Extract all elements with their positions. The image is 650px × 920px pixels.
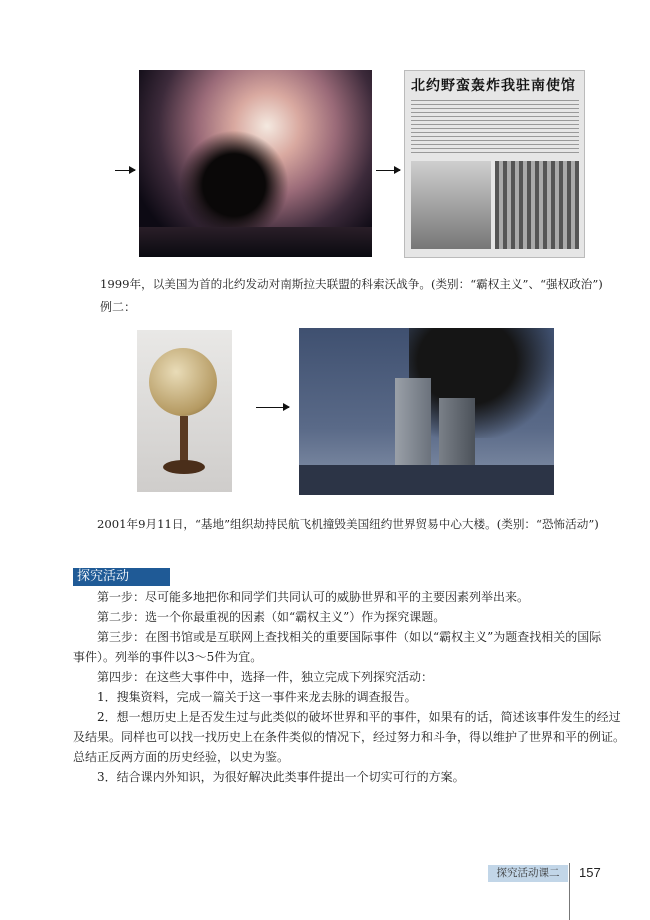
step-paragraph: 第三步：在图书馆或是互联网上查找相关的重要国际事件（如以“霸权主义”为题查找相关的国际 [97, 630, 602, 644]
arrow-icon [256, 407, 289, 408]
caption-911: 2001年9月11日，“基地”组织劫持民航飞机撞毁美国纽约世界贸易中心大楼。(类别：“恐怖活动”) [97, 517, 599, 531]
page-number: 157 [579, 865, 601, 880]
footer-divider [569, 863, 570, 920]
caption-kosovo: 1999年，以美国为首的北约发动对南斯拉夫联盟的科索沃战争。(类别：“霸权主义”、“强权政治”) [100, 277, 603, 291]
step-paragraph: 3．结合课内外知识，为很好解决此类事件提出一个切实可行的方案。 [97, 770, 465, 784]
newspaper-clipping-image [404, 70, 585, 258]
step-paragraph: 第二步：选一个你最重视的因素（如“霸权主义”）作为探究课题。 [97, 610, 446, 624]
globe-photo [137, 330, 232, 492]
footer-chapter-label: 探究活动课二 [488, 865, 568, 882]
wtc-attack-photo [299, 328, 554, 495]
arrow-icon [376, 170, 400, 171]
kosovo-bombing-photo [139, 70, 372, 257]
step-paragraph: 第四步：在这些大事件中，选择一件，独立完成下列探究活动： [97, 670, 434, 684]
step-paragraph: 1．搜集资料，完成一篇关于这一事件来龙去脉的调查报告。 [97, 690, 417, 704]
newspaper-headline: 北约野蛮轰炸我驻南使馆 [411, 78, 576, 94]
section-title: 探究活动 [73, 568, 170, 586]
step-paragraph: 2．想一想历史上是否发生过与此类似的破坏世界和平的事件，如果有的话，简述该事件发生的经过 [97, 710, 621, 724]
step-paragraph: 事件）。列举的事件以3～5件为宜。 [73, 650, 263, 664]
example-two-label: 例二： [100, 300, 137, 314]
step-paragraph: 第一步：尽可能多地把你和同学们共同认可的威胁世界和平的主要因素列举出来。 [97, 590, 530, 604]
step-paragraph: 总结正反两方面的历史经验，以史为鉴。 [73, 750, 290, 764]
arrow-icon [115, 170, 135, 171]
step-paragraph: 及结果。同样也可以找一找历史上在条件类似的情况下，经过努力和斗争，得以维护了世界和平的例证。 [73, 730, 626, 744]
